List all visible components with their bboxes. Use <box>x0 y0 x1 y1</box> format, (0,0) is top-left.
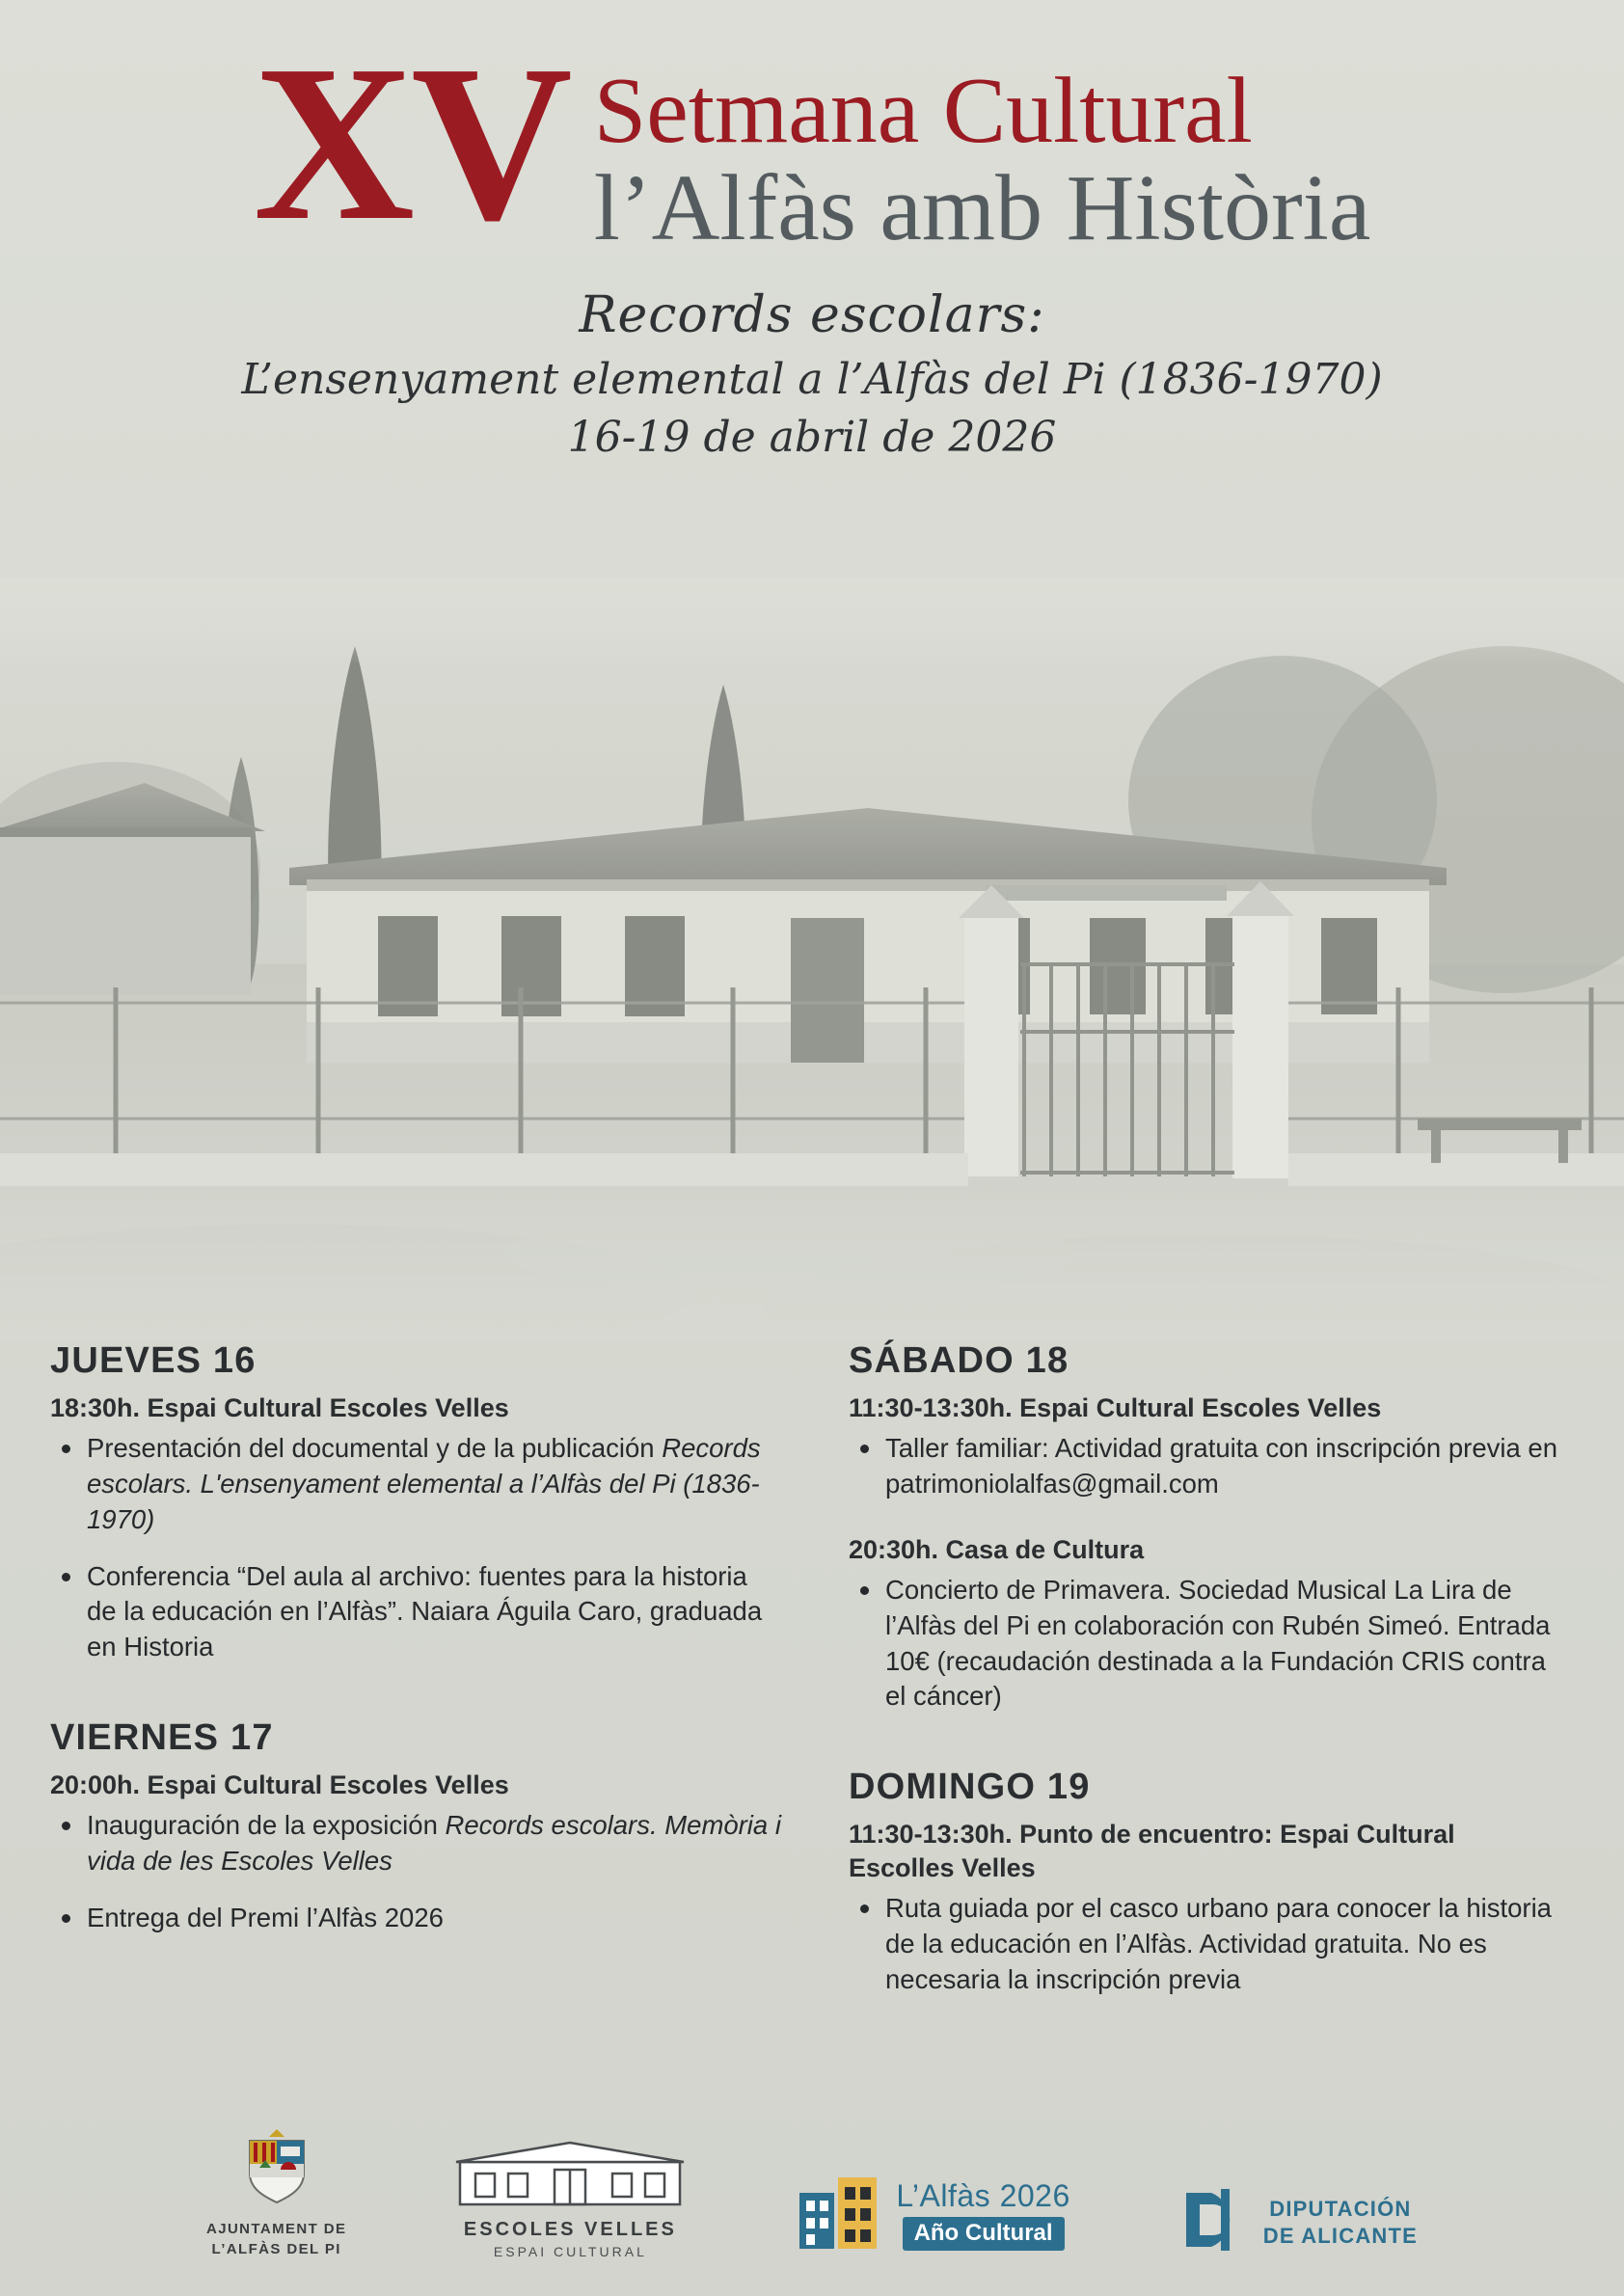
poster-header <box>0 0 1624 466</box>
slot-items <box>50 1431 783 1665</box>
day-title: JUEVES 16 <box>50 1340 257 1381</box>
day-title: VIERNES 17 <box>50 1717 274 1759</box>
escoles-velles-name: ESCOLES VELLES <box>463 2219 677 2240</box>
day-block-domingo-19 <box>849 1767 1564 1998</box>
building-blocks-icon <box>794 2172 882 2259</box>
edition-number: XV <box>253 19 569 267</box>
subtitle-line-1: Records escolars: <box>579 285 1045 344</box>
subtitle-block <box>0 285 1624 466</box>
slot-time: 20:00h. Espai Cultural Escoles Velles <box>50 1770 509 1800</box>
coat-of-arms-icon <box>236 2194 317 2210</box>
ajuntament-logo <box>206 2125 346 2259</box>
title-line-2: l’Alfàs amb Història <box>593 156 1371 260</box>
slot-items <box>849 1573 1564 1715</box>
item-text: Conferencia “Del aula al archivo: fuentes para la historia de la educación en l’Alfàs”. Naiara Águila Caro, graduada en Historia <box>87 1560 763 1662</box>
slot-items <box>849 1431 1564 1502</box>
day-block-viernes-17 <box>50 1717 783 1936</box>
program-section <box>0 1340 1624 2019</box>
item-text: Inauguración de la exposición <box>87 1810 446 1841</box>
program-column-right <box>812 1340 1574 2019</box>
photo-top-fade <box>0 579 1624 665</box>
escoles-velles-logo <box>454 2139 686 2259</box>
escoles-velles-historic-photo <box>0 579 1624 1340</box>
list-item <box>50 1808 783 1879</box>
program-column-left <box>50 1340 812 2019</box>
slot-items <box>849 1891 1564 1998</box>
item-text: Entrega del Premi l’Alfàs 2026 <box>87 1902 444 1932</box>
item-text: Taller familiar: Actividad gratuita con inscripción previa en patrimoniolalfas@gmail.com <box>885 1433 1557 1499</box>
item-text: Ruta guiada por el casco urbano para conocer la historia de la educación en l’Alfàs. Actividad gratuita. No es necesaria la inscripción previa <box>885 1893 1552 1995</box>
slot-time: 11:30-13:30h. Punto de encuentro: Espai Cultural Escolles Velles <box>849 1820 1455 1883</box>
ajuntament-line-2: L’ALFÀS DEL PI <box>211 2241 341 2257</box>
list-item <box>50 1431 783 1538</box>
slot <box>50 1391 783 1665</box>
diputacion-monogram-icon <box>1178 2185 1248 2259</box>
day-block-sabado-18 <box>849 1340 1564 1715</box>
diputacion-line-1: DIPUTACIÓN <box>1269 2197 1412 2221</box>
diputacion-alicante-logo <box>1178 2185 1418 2259</box>
alfas-2026-text <box>896 2180 1069 2251</box>
alfas-2026-logo <box>794 2172 1069 2259</box>
slot-time: 20:30h. Casa de Cultura <box>849 1534 1145 1564</box>
school-building-icon <box>454 2198 686 2214</box>
ajuntament-line-1: AJUNTAMENT DE <box>205 2221 347 2237</box>
subtitle-line-2: L’ensenyament elemental a l’Alfàs del Pi (1836-1970) <box>241 355 1383 405</box>
title-row <box>0 0 1624 267</box>
alfas-2026-line-2: Año Cultural <box>903 2217 1065 2251</box>
item-text: Presentación del documental y de la publicación <box>87 1433 663 1464</box>
item-text: Concierto de Primavera. Sociedad Musical La Lira de l’Alfàs del Pi en colaboración con Rubén Simeó. Entrada 10€ (recaudación destinada a la Fundación CRIS contra el cáncer) <box>885 1574 1551 1712</box>
day-title: DOMINGO 19 <box>849 1767 1091 1808</box>
slot-items <box>50 1808 783 1936</box>
title-line-1: Setmana Cultural <box>593 59 1253 163</box>
slot <box>50 1769 783 1936</box>
title-stack <box>594 46 1371 260</box>
list-item <box>50 1559 783 1666</box>
day-title: SÁBADO 18 <box>849 1340 1069 1381</box>
list-item <box>849 1431 1564 1502</box>
slot <box>849 1818 1564 1998</box>
subtitle-line-3: 16-19 de abril de 2026 <box>567 412 1057 462</box>
photo-bottom-fade <box>0 1186 1624 1340</box>
ajuntament-caption <box>206 2219 346 2259</box>
diputacion-text <box>1263 2196 1418 2249</box>
item-text-italic: Records escolars. L'ensenyament elemental a l’Alfàs del Pi (1836-1970) <box>87 1433 761 1534</box>
escoles-velles-sub: ESPAI CULTURAL <box>493 2244 647 2259</box>
alfas-2026-line-1: L’Alfàs 2026 <box>896 2178 1070 2214</box>
slot-time: 11:30-13:30h. Espai Cultural Escoles Velles <box>849 1393 1382 1422</box>
slot <box>849 1391 1564 1715</box>
list-item <box>50 1901 783 1936</box>
day-block-jueves-16 <box>50 1340 783 1665</box>
diputacion-line-2: DE ALICANTE <box>1262 2223 1419 2248</box>
item-text-italic: Records escolars. Memòria i vida de les Escoles Velles <box>87 1810 781 1877</box>
list-item <box>849 1891 1564 1998</box>
list-item <box>849 1573 1564 1715</box>
footer-logos <box>0 2125 1624 2259</box>
slot-time: 18:30h. Espai Cultural Escoles Velles <box>50 1393 509 1422</box>
